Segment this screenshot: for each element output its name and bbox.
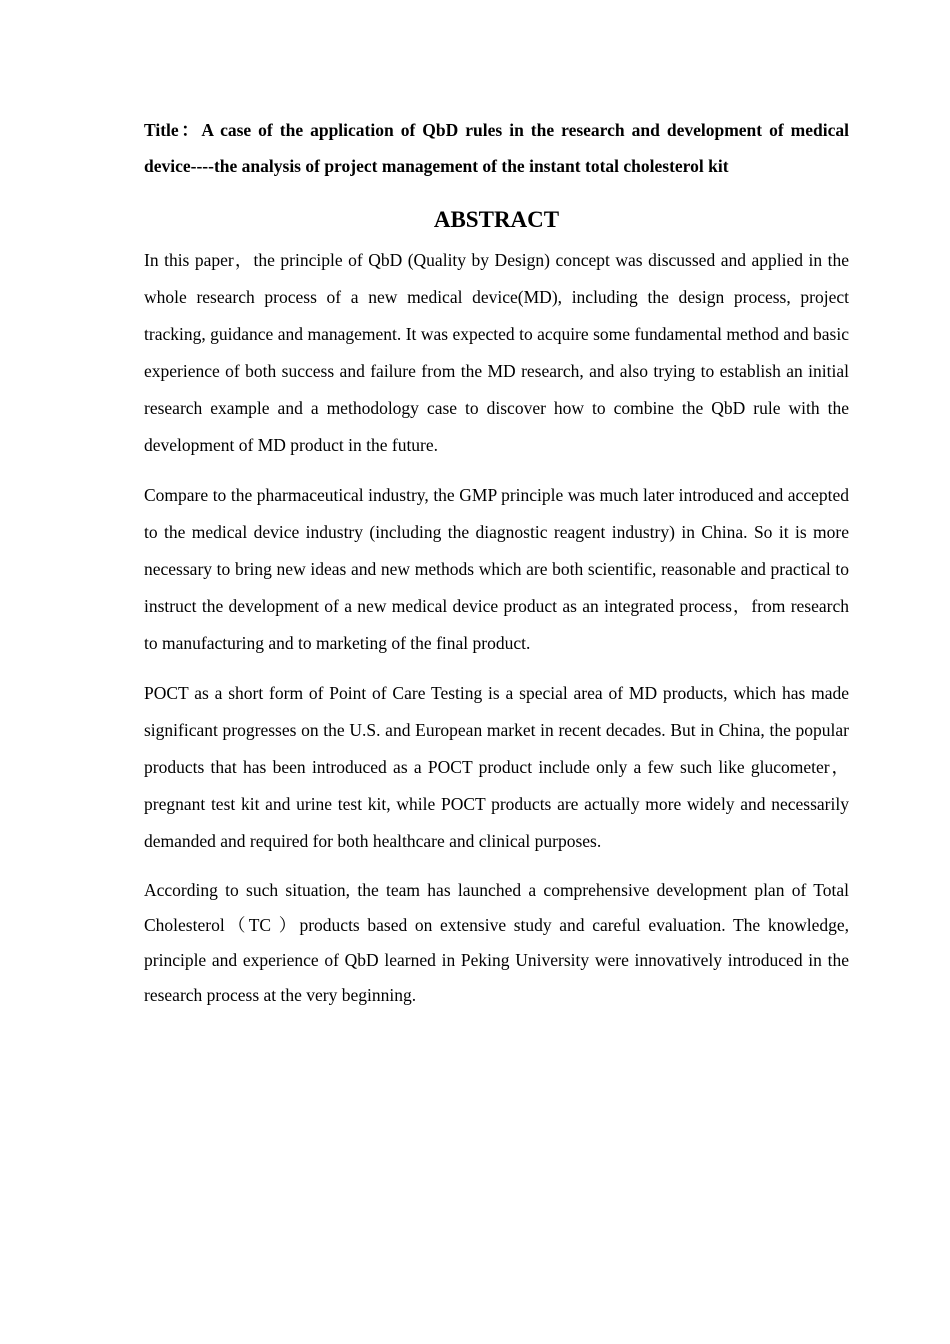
document-page — [144, 112, 849, 1013]
abstract-heading: ABSTRACT — [433, 207, 560, 232]
document-title: Title：A case of the application of QbD rules in the research and development of medical device----the analysis of project management of the instant total cholesterol kit — [144, 120, 849, 176]
abstract-paragraph-2: Compare to the pharmaceutical industry, the GMP principle was much later introduced and accepted to the medical device industry (including the diagnostic reagent industry) in China. So it is more necessary to bring new ideas and new methods which are both scientific, reasonable and practical to instruct the development of a new medical device product as an integrated process，from research to manufacturing and to marketing of the final product. — [144, 485, 849, 653]
abstract-paragraph-3: POCT as a short form of Point of Care Testing is a special area of MD products, which has made significant progresses on the U.S. and European market in recent decades. But in China, the popular products that has been introduced as a POCT product include only a few such like glucometer，pregnant test kit and urine test kit, while POCT products are actually more widely and necessarily demanded and required for both healthcare and clinical purposes. — [144, 683, 849, 851]
abstract-paragraph-4: According to such situation, the team has launched a comprehensive development plan of Total Cholesterol（TC ）products based on extensive study and careful evaluation. The knowledge, principle and experience of QbD learned in Peking University were innovatively introduced in the research process at the very beginning. — [144, 880, 849, 1005]
abstract-paragraph-1: In this paper，the principle of QbD (Quality by Design) concept was discussed and applied in the whole research process of a new medical device(MD), including the design process, project tracking, guidance and management. It was expected to acquire some fundamental method and basic experience of both success and failure from the MD research, and also trying to establish an initial research example and a methodology case to discover how to combine the QbD rule with the development of MD product in the future. — [144, 250, 849, 455]
